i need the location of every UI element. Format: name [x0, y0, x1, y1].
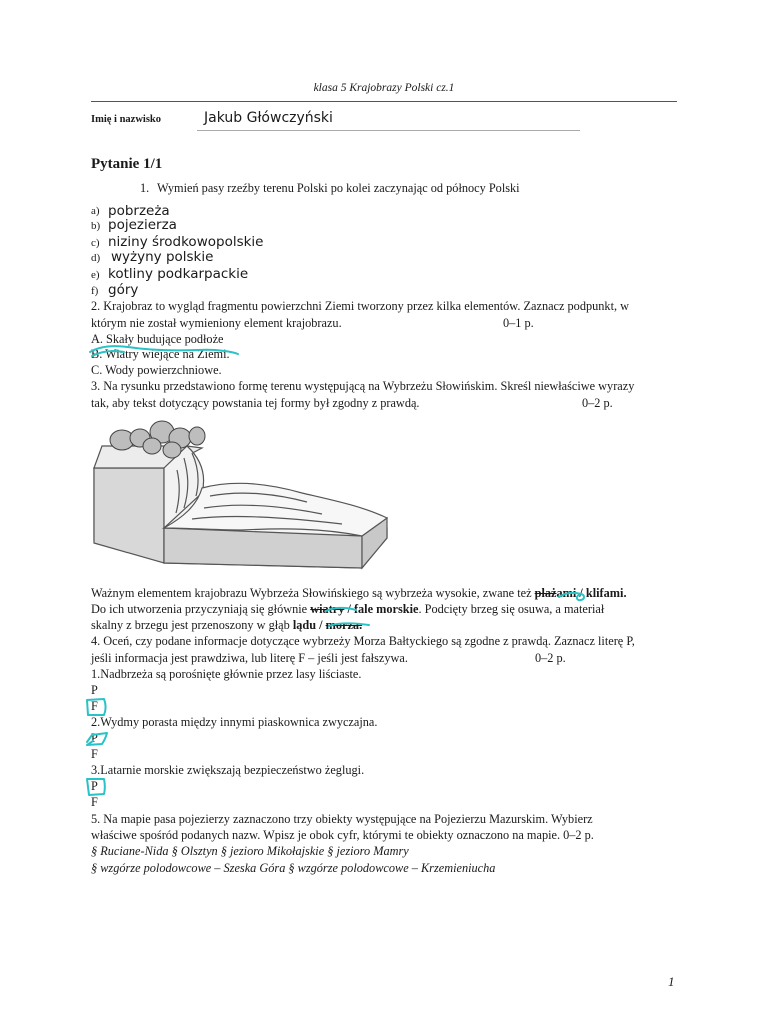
q4-item-2-p-selection-mark — [84, 729, 112, 749]
answer-field[interactable]: pobrzeża — [108, 203, 170, 219]
answer-letter: a) — [91, 205, 100, 217]
q3-paragraph-line3 — [91, 617, 362, 633]
q4-item-3-f[interactable]: F — [91, 795, 98, 809]
q1-number: 1. — [140, 181, 150, 195]
q4-item-3-p[interactable]: P — [91, 779, 98, 793]
q2-text-line2: którym nie został wymieniony element krajobrazu. — [91, 316, 342, 330]
q4-item-1-text: 1.Nadbrzeża są porośnięte głównie przez lasy liściaste. — [91, 667, 362, 681]
q4-item-2-text: 2.Wydmy porasta między innymi piaskownica zwyczajna. — [91, 715, 378, 729]
q4-item-1-p[interactable]: P — [91, 683, 98, 697]
q3-l3-pen-mark — [325, 617, 375, 633]
answer-letter: d) — [91, 252, 101, 264]
cliff-illustration — [92, 418, 392, 573]
q5-text-line1: 5. Na mapie pasa pojezierzy zaznaczono trzy obiekty występujące na Pojezierzu Mazurskim. Wybierz — [91, 812, 593, 826]
answer-field[interactable]: kotliny podkarpackie — [108, 266, 249, 282]
q3-l3-struck-word[interactable]: morza. — [325, 618, 363, 632]
q3-l1-text: Ważnym elementem krajobrazu Wybrzeża Słowińskiego są wybrzeża wysokie, zwane też — [91, 586, 535, 600]
q5-text-line2: właściwe spośród podanych nazw. Wpisz je obok cyfr, którymi te obiekty oznaczono na mapie. 0–2 p. — [91, 828, 594, 842]
answer-field[interactable]: pojezierza — [108, 217, 177, 233]
q3-l1-bold-word[interactable]: ami / klifami. — [556, 586, 627, 600]
q2-option-a[interactable]: A. Skały budujące podłoże — [91, 332, 224, 346]
q4-item-2-f[interactable]: F — [91, 747, 98, 761]
q3-l3-text: skalny z brzegu jest przenoszony w głąb — [91, 618, 293, 632]
page-number: 1 — [668, 974, 675, 989]
answer-letter: c) — [91, 237, 100, 249]
q5-options-line2: § wzgórze polodowcowe – Szeska Góra § wzgórze polodowcowe – Krzemieniucha — [91, 861, 496, 875]
q2-points: 0–1 p. — [503, 316, 534, 330]
q4-text-line2: jeśli informacja jest prawdziwa, lub literę F – jeśli jest fałszywa. — [91, 651, 408, 665]
q2-option-b[interactable]: B. Wiatry wiejące na Ziemi. — [91, 347, 230, 361]
name-field[interactable]: Jakub Główczyński — [204, 110, 333, 126]
q1-text: Wymień pasy rzeźby terenu Polski po kolei zaczynając od północy Polski — [157, 181, 520, 195]
header-rule — [91, 101, 677, 102]
name-label: Imię i nazwisko — [91, 114, 162, 125]
q2-option-b-strike-mark — [88, 342, 248, 362]
document-header: klasa 5 Krajobrazy Polski cz.1 — [313, 82, 455, 94]
answer-letter: f) — [91, 285, 99, 297]
answer-field[interactable]: niziny środkowopolskie — [108, 234, 264, 250]
q3-text-line1: 3. Na rysunku przedstawiono formę terenu występującą na Wybrzeżu Słowińskim. Skreśl niewłaściwe wyrazy — [91, 379, 635, 393]
answer-field[interactable]: wyżyny polskie — [111, 249, 214, 265]
q3-points: 0–2 p. — [582, 396, 613, 410]
answer-letter: b) — [91, 220, 101, 232]
q4-item-3-p-selection-mark — [84, 776, 110, 798]
answer-letter: e) — [91, 269, 100, 281]
q5-options-line1: § Ruciane-Nida § Olsztyn § jezioro Mikołajskie § jezioro Mamry — [91, 844, 409, 858]
q2-text-line1: 2. Krajobraz to wygląd fragmentu powierzchni Ziemi tworzony przez kilka elementów. Zaznacz podpunkt, w — [91, 299, 630, 313]
q3-l3-bold-word[interactable]: lądu / — [292, 618, 326, 632]
q3-text-line2: tak, aby tekst dotyczący powstania tej formy był zgodny z prawdą. — [91, 396, 420, 410]
q3-l2-pen-mark — [322, 601, 362, 617]
section-title: Pytanie 1/1 — [91, 156, 163, 172]
name-underline — [197, 130, 580, 131]
q4-item-2-p[interactable]: P — [91, 731, 98, 745]
q4-points: 0–2 p. — [535, 651, 566, 665]
q3-l2-struck-word[interactable]: wiatry — [310, 602, 345, 616]
q4-item-3-text: 3.Latarnie morskie zwiększają bezpieczeństwo żeglugi. — [91, 763, 365, 777]
q4-text-line1: 4. Oceń, czy podane informacje dotyczące wybrzeży Morza Bałtyckiego są zgodne z prawdą. Zaznacz literę P, — [91, 634, 635, 648]
q3-l2-text: Do ich utworzenia przyczyniają się głównie — [91, 602, 311, 616]
answer-field[interactable]: góry — [108, 282, 139, 298]
q3-l1-struck-word[interactable]: plaż — [534, 586, 557, 600]
q3-l2-bold-word[interactable]: / fale morskie — [344, 602, 419, 616]
q2-option-c[interactable]: C. Wody powierzchniowe. — [91, 363, 222, 377]
q3-paragraph-line1 — [91, 585, 627, 601]
q3-l1-pen-mark — [555, 585, 605, 603]
q3-l2-text-tail: . Podcięty brzeg się osuwa, a materiał — [418, 602, 605, 616]
q4-item-1-f[interactable]: F — [91, 699, 98, 713]
